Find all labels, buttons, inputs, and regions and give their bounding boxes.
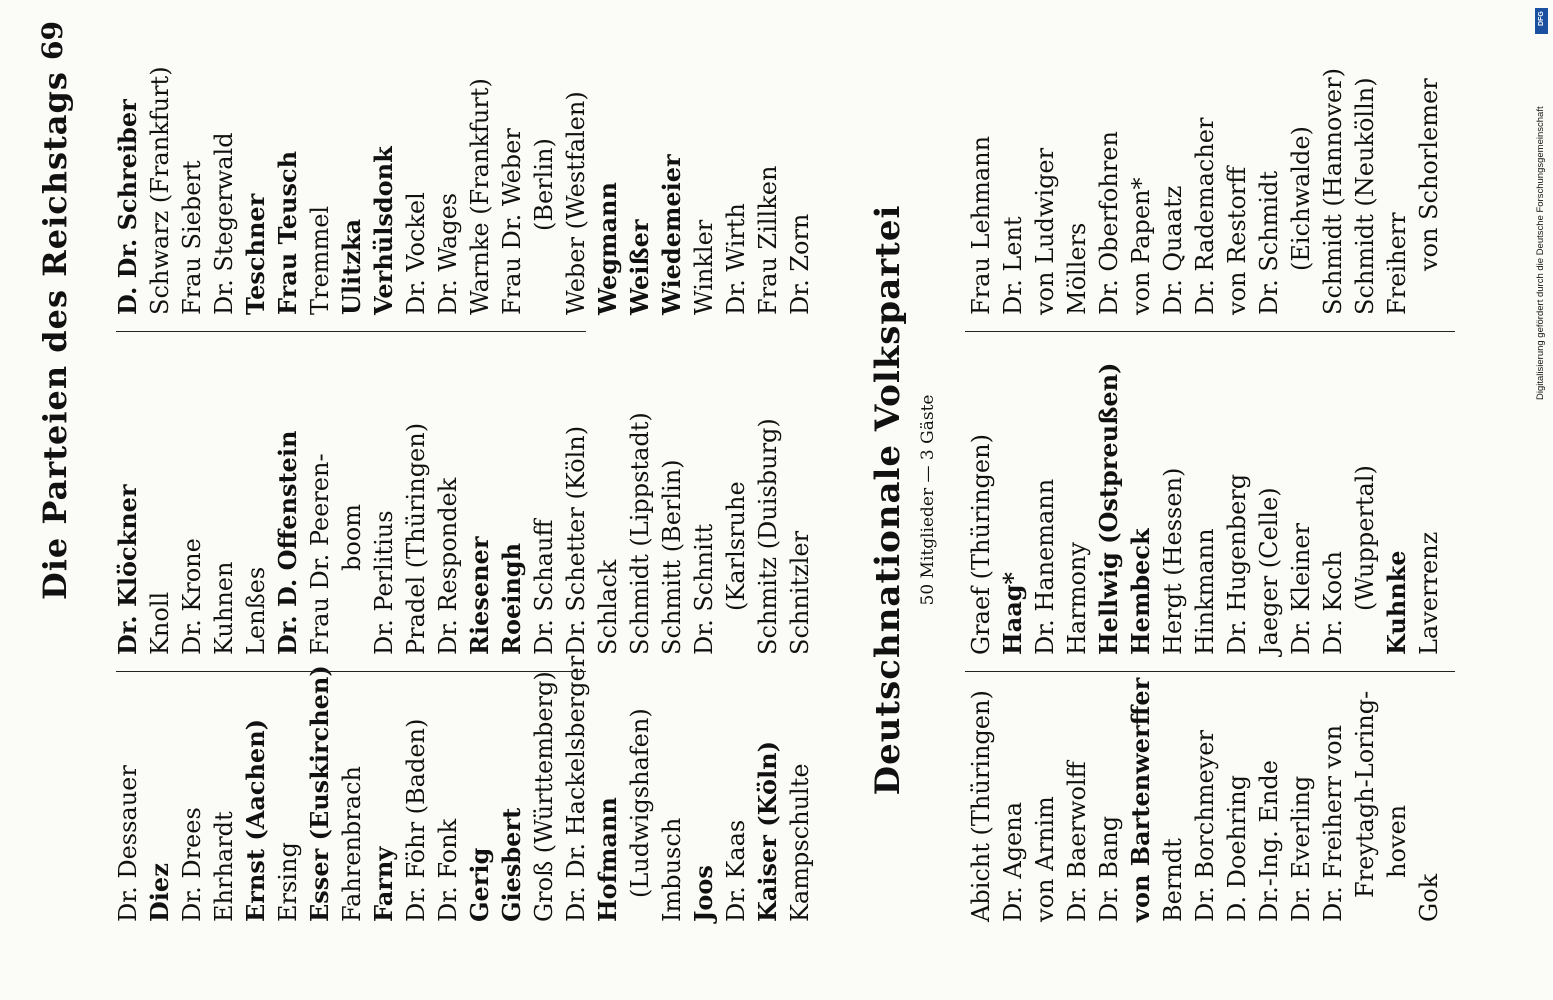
- column-divider: [116, 331, 586, 332]
- member-name: Frau Teusch: [273, 150, 302, 315]
- member-name: Dr. D. Offenstein: [273, 430, 302, 655]
- name-column-bottom-1: [965, 632, 1445, 922]
- member-name: Winkler: [690, 219, 718, 315]
- section-heading: Deutschnationale Volkspartei: [868, 204, 908, 796]
- member-name: Dr. Kaas: [722, 819, 750, 922]
- column-divider: [965, 331, 1455, 332]
- page-header-title: Die Parteien des Reichstags: [36, 71, 74, 600]
- member-name: hoven: [1383, 804, 1411, 878]
- name-column-top-3: [112, 25, 816, 315]
- member-name: Schmidt (Hannover): [1319, 68, 1347, 315]
- member-name: Dr. Schauff: [530, 519, 558, 655]
- dfg-logo: DFG: [1535, 8, 1548, 34]
- member-name: Hellwig (Ostpreußen): [1094, 362, 1123, 655]
- member-name: (Karlsruhe: [722, 481, 750, 611]
- member-name: Graef (Thüringen): [967, 434, 995, 655]
- member-name: Dr. Lent: [999, 216, 1027, 315]
- member-name: (Wuppertal): [1351, 465, 1379, 611]
- member-name: Dr. Bang: [1095, 815, 1123, 922]
- member-name: Wegmann: [593, 182, 622, 315]
- name-column-bottom-3: [965, 25, 1445, 315]
- member-name: Roeingh: [497, 542, 526, 655]
- name-column-bottom-2: [965, 362, 1445, 655]
- member-name: Diez: [145, 863, 174, 922]
- member-name: von Schorlemer: [1415, 78, 1443, 271]
- member-name: Dr. Koch: [1319, 551, 1347, 655]
- member-name: Kuhnke: [1382, 550, 1411, 655]
- member-name: Teschner: [241, 193, 270, 315]
- member-name: Lenßes: [242, 566, 270, 655]
- member-name: Dr. Perlitius: [370, 510, 398, 655]
- member-name: Möllers: [1063, 222, 1091, 315]
- member-name: Schnitzler: [786, 530, 814, 655]
- member-name: Wiedemeier: [657, 154, 686, 315]
- member-name: Hergt (Hessen): [1159, 467, 1187, 655]
- member-name: D. Dr. Schreiber: [113, 99, 142, 315]
- member-name: Dr. Dr. Hackelsberger: [562, 655, 590, 922]
- member-name: Fahrenbrach: [338, 766, 366, 922]
- member-name: von Ludwiger: [1031, 147, 1059, 315]
- member-name: Dr. Krone: [178, 538, 206, 655]
- member-name: Dr. Baerwolff: [1063, 761, 1091, 922]
- member-name: Knoll: [146, 591, 174, 655]
- member-name: von Arnim: [1031, 796, 1059, 922]
- member-name: Dr. Drees: [178, 807, 206, 922]
- funding-note: [1534, 10, 1548, 400]
- member-name: Kaiser (Köln): [753, 741, 782, 922]
- member-name: Dr. Hanemann: [1031, 478, 1059, 655]
- member-name: Joos: [689, 865, 718, 922]
- member-name: Groß (Württemberg): [530, 671, 558, 922]
- member-name: Dr. Everling: [1287, 775, 1315, 922]
- member-name: Weißer: [625, 219, 654, 315]
- name-column-top-2: [112, 365, 816, 655]
- member-name: von Bartenwerffer: [1126, 677, 1155, 922]
- member-name: Freytagh-Loring-: [1351, 690, 1379, 898]
- member-name: von Restorff: [1223, 166, 1251, 315]
- member-name: Dr. Wirth: [722, 203, 750, 315]
- member-name: Dr. Fonk: [434, 818, 462, 922]
- member-name: Harmony: [1063, 542, 1091, 655]
- member-name: Schmidt (Lippstadt): [626, 412, 654, 655]
- member-name: Giesbert: [497, 807, 526, 922]
- member-name: Weber (Westfalen): [562, 91, 590, 315]
- member-name: Dr. Föhr (Baden): [402, 718, 430, 922]
- member-name: Imbusch: [658, 817, 686, 922]
- member-name: boom: [338, 503, 366, 571]
- member-name: Frau Siebert: [178, 160, 206, 315]
- member-name: Schlack: [594, 559, 622, 655]
- member-name: Ersing: [274, 842, 302, 922]
- member-name: Kuhnen: [210, 561, 238, 655]
- member-name: Freiherr: [1383, 212, 1411, 315]
- member-name: Ehrhardt: [210, 811, 238, 922]
- member-name: Abicht (Thüringen): [967, 690, 995, 922]
- member-name: Dr. Hugenberg: [1223, 473, 1251, 655]
- member-name: Dr. Respondek: [434, 477, 462, 655]
- member-name: Schwarz (Frankfurt): [146, 66, 174, 315]
- member-name: Gok: [1415, 873, 1443, 922]
- member-name: Dr. Schmidt: [1255, 170, 1283, 315]
- page-number: 69: [36, 21, 69, 60]
- member-name: Dr.-Ing. Ende: [1255, 760, 1283, 922]
- member-name: Dr. Oberfohren: [1095, 131, 1123, 315]
- member-name: (Ludwigshafen): [626, 708, 654, 898]
- member-name: Dr. Kleiner: [1287, 523, 1315, 655]
- member-name: Frau Dr. Weber: [498, 128, 526, 315]
- member-name: Tremmel: [306, 205, 334, 315]
- member-name: Farny: [369, 846, 398, 922]
- member-name: D. Doehring: [1223, 775, 1251, 922]
- member-name: Laverrenz: [1415, 531, 1443, 655]
- member-name: Dr. Schetter (Köln): [562, 425, 590, 655]
- member-name: Verhülsdonk: [369, 146, 398, 315]
- member-name: Dr. Klöckner: [113, 484, 142, 655]
- member-name: (Eichwalde): [1287, 126, 1315, 271]
- member-name: Gerig: [465, 847, 494, 922]
- member-name: Haag*: [998, 571, 1027, 655]
- member-name: Hinkmann: [1191, 528, 1219, 655]
- member-name: von Papen*: [1127, 177, 1155, 315]
- member-name: Dr. Rademacher: [1191, 117, 1219, 315]
- member-name: Schmitz (Duisburg): [754, 418, 782, 655]
- member-name: Ernst (Aachen): [241, 718, 270, 922]
- member-name: Dr. Dessauer: [114, 765, 142, 922]
- member-name: Ulitzka: [337, 218, 366, 315]
- member-name: (Berlin): [530, 138, 558, 231]
- member-name: Jaeger (Celle): [1255, 487, 1283, 655]
- section-subheading: 50 Mitglieder — 3 Gäste: [918, 394, 938, 606]
- member-name: Hembeck: [1126, 528, 1155, 655]
- member-name: Kampschulte: [786, 763, 814, 922]
- member-name: Berndt: [1159, 838, 1187, 922]
- member-name: Frau Dr. Peeren-: [306, 453, 334, 655]
- column-divider: [965, 671, 1455, 672]
- member-name: Esser (Euskirchen): [305, 665, 334, 922]
- name-column-top-1: [112, 632, 816, 922]
- funding-note-text: Digitalisierung gefördert durch die Deutsche Forschungsgemeinschaft: [1535, 106, 1546, 400]
- member-name: Dr. Zorn: [786, 213, 814, 315]
- member-name: Dr. Borchmeyer: [1191, 730, 1219, 922]
- member-name: Dr. Agena: [999, 802, 1027, 922]
- member-name: Dr. Quaatz: [1159, 185, 1187, 315]
- member-name: Schmidt (Neukölln): [1351, 77, 1379, 315]
- member-name: Dr. Stegerwald: [210, 132, 238, 315]
- member-name: Dr. Schnitt: [690, 523, 718, 655]
- member-name: Pradel (Thüringen): [402, 422, 430, 655]
- member-name: Dr. Vockel: [402, 192, 430, 315]
- member-name: Frau Zillken: [754, 165, 782, 315]
- member-name: Schmitt (Berlin): [658, 459, 686, 655]
- member-name: Hofmann: [593, 797, 622, 922]
- member-name: Frau Lehmann: [967, 135, 995, 315]
- column-divider: [116, 671, 586, 672]
- member-name: Dr. Freiherr von: [1319, 724, 1347, 922]
- member-name: Dr. Wages: [434, 192, 462, 315]
- member-name: Riesener: [465, 536, 494, 655]
- member-name: Warnke (Frankfurt): [466, 78, 494, 315]
